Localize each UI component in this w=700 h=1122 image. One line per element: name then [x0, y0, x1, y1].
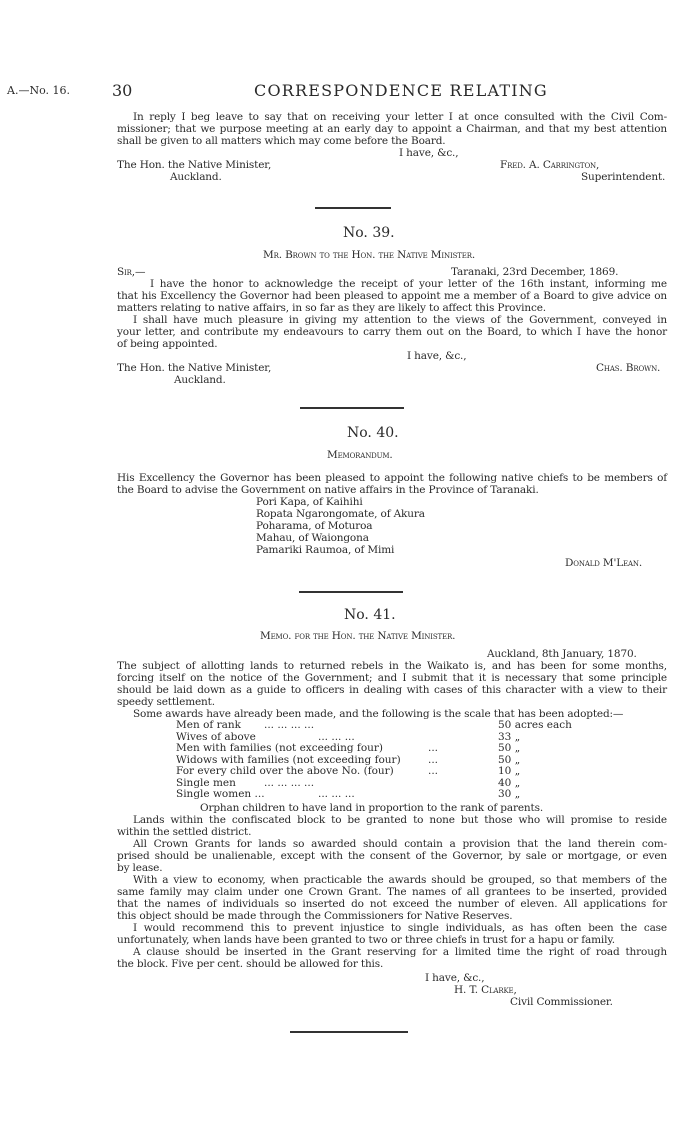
no41-subtitle: Memo. for the Hon. the Native Minister. [260, 630, 456, 642]
no41-p1-line-4: speedy settlement. [117, 696, 215, 708]
scale-dots: ... ... ... ... [264, 776, 315, 789]
intro-signature-title: Superintendent. [581, 171, 666, 183]
section-divider [300, 407, 404, 409]
no39-addressee: The Hon. the Native Minister, [117, 362, 272, 374]
no41-p5-line-4: this object should be made through the Commissioners for Native Reserves. [117, 910, 513, 922]
intro-line-3: shall be given to all matters which may come before the Board. [117, 135, 446, 147]
no40-subtitle: Memorandum. [327, 449, 393, 461]
document-reference: A.—No. 16. [7, 84, 70, 97]
no39-p2-line-2: your letter, and contribute my endeavours to carry them out on the Board, to which I have the honor [117, 326, 667, 338]
no40-chief-2: Ropata Ngarongomate, of Akura [256, 508, 425, 520]
scale-label: Single women ... [176, 788, 265, 800]
scale-row [176, 720, 626, 732]
scale-dots: ... [428, 765, 439, 777]
running-title: CORRESPONDENCE RELATING [254, 81, 548, 100]
scale-dots: ... [428, 753, 439, 766]
section-divider [290, 1031, 408, 1033]
no40-chief-3: Poharama, of Moturoa [256, 520, 373, 532]
no41-p7-line-1: A clause should be inserted in the Grant reserving for a limited time the right of road through [133, 946, 667, 958]
no39-place: Auckland. [174, 374, 226, 386]
no41-signature-title: Civil Commissioner. [510, 996, 613, 1008]
no40-p1-line-1: His Excellency the Governor has been pleased to appoint the following native chiefs to be members of [117, 472, 667, 484]
no40-chief-4: Mahau, of Waiongona [256, 532, 369, 544]
intro-addressee: The Hon. the Native Minister, [117, 159, 272, 171]
no41-p1-line-3: should be laid down as a guide to officers in dealing with cases of this character with a view to their [117, 684, 667, 696]
no41-p1-line-1: The subject of allotting lands to returned rebels in the Waikato is, and has been for some months, [117, 660, 667, 672]
acreage-scale-table [176, 720, 626, 801]
no41-p5-line-2: same family may claim under one Crown Grant. The names of all grantees to be inserted, provided [117, 886, 667, 898]
no39-number: No. 39. [343, 225, 395, 241]
intro-closing: I have, &c., [399, 147, 459, 159]
scale-value: 50 „ [498, 753, 521, 766]
no40-signature: Donald M'Lean. [565, 557, 643, 569]
scale-row [176, 789, 626, 801]
section-divider [315, 207, 391, 209]
page-number: 30 [112, 81, 133, 100]
scale-label: Widows with families (not exceeding four) [176, 753, 401, 766]
no41-p2: Some awards have already been made, and the following is the scale that has been adopted:— [133, 708, 624, 720]
section-divider [299, 591, 403, 593]
no41-p1-line-2: forcing itself on the notice of the Government; and I submit that it is necessary that some principle [117, 672, 667, 684]
intro-line-1: In reply I beg leave to say that on receiving your letter I at once consulted with the Civil Com- [133, 111, 667, 123]
no41-p6-line-2: unfortunately, when lands have been granted to two or three chiefs in trust for a hapu or family. [117, 934, 615, 946]
scale-dots: ... ... ... ... [264, 719, 315, 731]
no39-p1-line-3: matters relating to native affairs, in so far as they are likely to affect this Province. [117, 302, 546, 314]
scale-label: For every child over the above No. (four) [176, 765, 394, 777]
scale-dots: ... ... ... [318, 730, 355, 743]
no39-p1-line-1: I have the honor to acknowledge the receipt of your letter of the 16th instant, informing me [150, 278, 667, 290]
no41-number: No. 41. [344, 607, 396, 623]
no40-chief-1: Pori Kapa, of Kaihihi [256, 496, 363, 508]
intro-signature: Fred. A. Carrington, [500, 159, 600, 171]
no39-closing: I have, &c., [407, 350, 467, 362]
no41-p4-line-2: prised should be unalienable, except with the consent of the Governor, by sale or mortgage, or even [117, 850, 667, 862]
no41-p4-line-1: All Crown Grants for lands so awarded should contain a provision that the land therein com- [133, 838, 667, 850]
no41-signature: H. T. Clarke, [454, 984, 517, 996]
scale-label: Men of rank [176, 719, 242, 731]
no39-signature: Chas. Brown. [596, 362, 661, 374]
no39-subtitle: Mr. Brown to the Hon. the Native Minister. [263, 249, 476, 261]
no41-p5-line-1: With a view to economy, when practicable the awards should be grouped, so that members of the [133, 874, 667, 886]
no41-p7-line-2: the block. Five per cent. should be allowed for this. [117, 958, 384, 970]
no40-chief-5: Pamariki Raumoa, of Mimi [256, 544, 395, 556]
scale-value: 50 „ [498, 742, 521, 754]
scale-value: 50 acres each [498, 719, 572, 731]
scale-value: 10 „ [498, 765, 521, 777]
no39-p2-line-3: of being appointed. [117, 338, 218, 350]
no39-p2-line-1: I shall have much pleasure in giving my attention to the views of the Government, conveyed in [133, 314, 667, 326]
no39-salutation: Sir,— [117, 266, 146, 278]
no41-p3-line-2: within the settled district. [117, 826, 252, 838]
scale-value: 30 „ [498, 788, 521, 800]
scale-label: Single men [176, 776, 236, 789]
no39-p1-line-2: that his Excellency the Governor had been pleased to appoint me a member of a Board to give advice on [117, 290, 667, 302]
no41-p3-line-1: Lands within the confiscated block to be granted to none but those who will promise to reside [133, 814, 667, 826]
scale-value: 40 „ [498, 776, 521, 789]
no41-p6-line-1: I would recommend this to prevent injustice to single individuals, as has often been the case [133, 922, 667, 934]
no41-p4-line-3: by lease. [117, 862, 163, 874]
scale-label: Men with families (not exceeding four) [176, 742, 384, 754]
scale-value: 33 „ [498, 730, 521, 743]
no41-orphans: Orphan children to have land in proportion to the rank of parents. [200, 802, 544, 814]
scale-row [176, 766, 626, 778]
scale-label: Wives of above [176, 730, 256, 743]
no40-number: No. 40. [347, 425, 399, 441]
intro-place: Auckland. [170, 171, 222, 183]
intro-line-2: missioner; that we purpose meeting at an early day to appoint a Chairman, and that my best attention [117, 123, 667, 135]
scale-dots: ... ... ... [318, 788, 355, 800]
no40-p1-line-2: the Board to advise the Government on native affairs in the Province of Taranaki. [117, 484, 539, 496]
no41-closing: I have, &c., [425, 972, 485, 984]
scale-row [176, 743, 626, 755]
no39-dateline: Taranaki, 23rd December, 1869. [451, 266, 619, 278]
scale-dots: ... [428, 742, 439, 754]
no41-p5-line-3: that the names of individuals so inserted do not exceed the number of eleven. All applications for [117, 898, 667, 910]
no41-dateline: Auckland, 8th January, 1870. [487, 648, 637, 660]
